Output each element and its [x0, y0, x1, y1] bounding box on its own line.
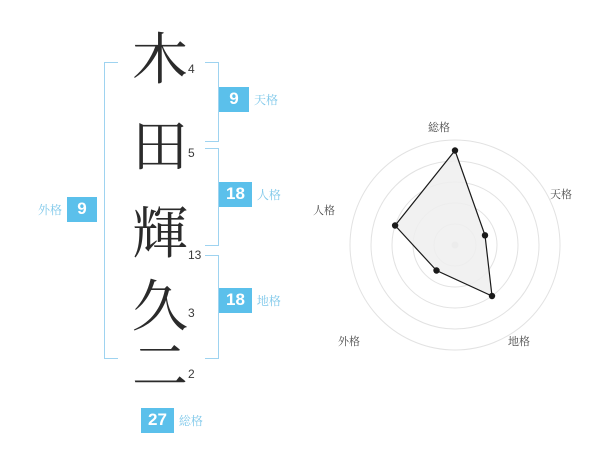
- badge-soukaku: [141, 408, 203, 433]
- axis-label-chikaku: 地格: [508, 336, 530, 348]
- radar-series: [392, 147, 495, 299]
- radar-chart-svg: [310, 0, 600, 470]
- badge-tenkaku-value: 9: [219, 87, 249, 112]
- kanji-char-5: 二: [132, 335, 188, 400]
- badge-gaikaku-value: 9: [67, 197, 97, 222]
- bracket-gaikaku: [104, 62, 118, 359]
- stroke-count-2: 5: [188, 146, 195, 160]
- bracket-tenkaku: [205, 62, 219, 142]
- axis-label-tenkaku: 天格: [550, 189, 572, 201]
- badge-soukaku-label: 総格: [178, 414, 203, 428]
- axis-label-gaikaku: 外格: [338, 336, 360, 348]
- bracket-chikaku: [205, 255, 219, 359]
- radar-chart: [310, 0, 600, 470]
- badge-jinkaku-value: 18: [219, 182, 252, 207]
- badge-gaikaku-label: 外格: [38, 203, 63, 217]
- kanji-char-1: 木: [132, 28, 188, 93]
- bracket-jinkaku: [205, 148, 219, 246]
- stroke-count-3: 13: [188, 248, 202, 262]
- stroke-count-5: 2: [188, 367, 195, 381]
- badge-chikaku-label: 地格: [256, 294, 281, 308]
- stroke-count-4: 3: [188, 306, 195, 320]
- badge-tenkaku: [219, 87, 278, 112]
- badge-chikaku-value: 18: [219, 288, 252, 313]
- kanji-char-4: 久: [132, 275, 188, 340]
- badge-jinkaku-label: 人格: [256, 188, 281, 202]
- kanji-char-3: 輝: [132, 202, 188, 267]
- kanji-char-2: 田: [132, 115, 188, 180]
- badge-chikaku: [219, 288, 281, 313]
- badge-soukaku-value: 27: [141, 408, 174, 433]
- badge-tenkaku-label: 天格: [254, 93, 279, 107]
- axis-label-soukaku: 総格: [428, 122, 450, 134]
- badge-jinkaku: [219, 182, 281, 207]
- stroke-count-1: 4: [188, 62, 195, 76]
- axis-label-jinkaku: 人格: [313, 205, 335, 217]
- badge-gaikaku: [38, 197, 97, 222]
